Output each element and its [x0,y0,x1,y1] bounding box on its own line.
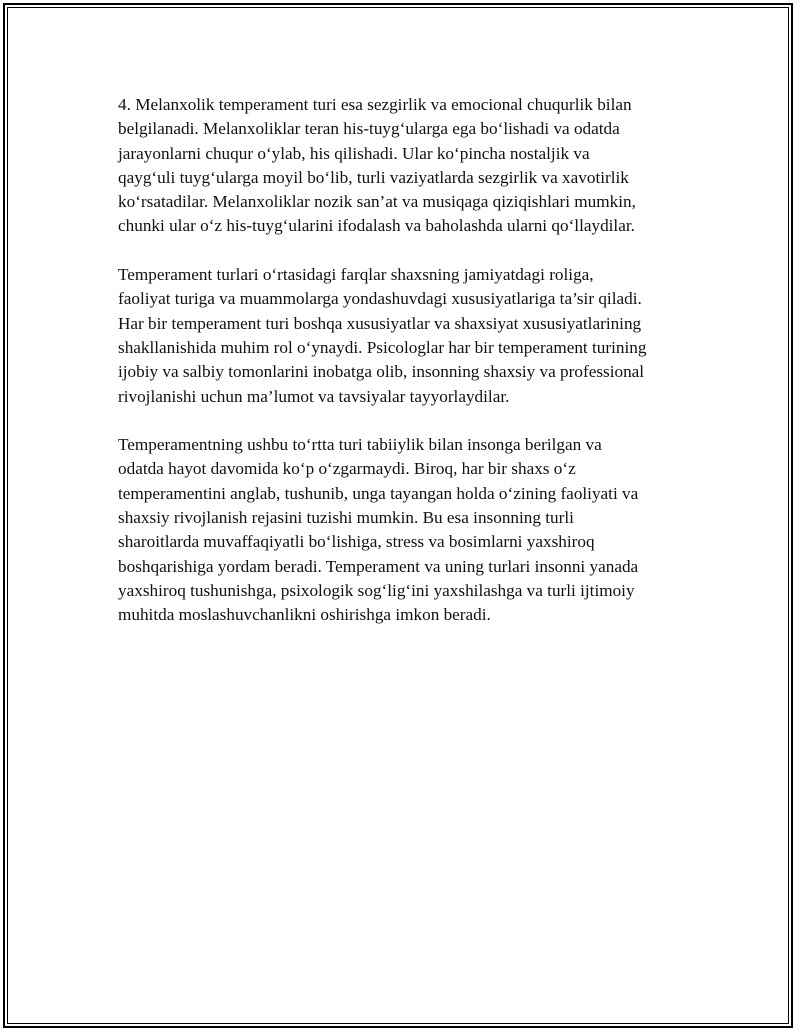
paragraph-melancholic: 4. Melanxolik temperament turi esa sezgirlik va emocional chuqurlik bilan belgilanadi. Melanxoliklar teran his-tuyg‘ularga ega bo‘lishadi va odatda jarayonlarni chuqur o‘ylab, his qilishadi. Ular ko‘pincha nostaljik va qayg‘uli tuyg‘ularga moyil bo‘lib, turli vaziyatlarda sezgirlik va xavotirlik ko‘rsatadilar. Melanxoliklar nozik san’at va musiqaga qiziqishlari mumkin, chunki ular o‘z his-tuyg‘ularini ifodalash va baholashda ularni qo‘llaydilar. [118,95,636,236]
paragraph-temperament-conclusion: Temperamentning ushbu to‘rtta turi tabiiylik bilan insonga berilgan va odatda hayot davomida ko‘p o‘zgarmaydi. Biroq, har bir shaxs o‘z temperamentini anglab, tushunib, unga tayangan holda o‘zining faoliyati va shaxsiy rivojlanish rejasini tuzishi mumkin. Bu esa insonning turli sharoitlarda muvaffaqiyatli bo‘lishiga, stress va bosimlarni yaxshiroq boshqarishiga yordam beradi. Temperament va uning turlari insonni yanada yaxshiroq tushunishga, psixologik sog‘lig‘ini yaxshilashga va turli ijtimoiy muhitda moslashuvchanlikni oshirishga imkon beradi. [118,435,639,625]
document-body [118,93,688,652]
paragraph-temperament-differences: Temperament turlari o‘rtasidagi farqlar shaxsning jamiyatdagi roliga, faoliyat turiga va muammolarga yondashuvdagi xususiyatlariga ta’sir qiladi. Har bir temperament turi boshqa xususiyatlar va shaxsiyat xususiyatlarining shakllanishida muhim rol o‘ynaydi. Psicologlar har bir temperament turining ijobiy va salbiy tomonlarini inobatga olib, insonning shaxsiy va professional rivojlanishi uchun ma’lumot va tavsiyalar tayyorlaydilar. [118,265,647,406]
